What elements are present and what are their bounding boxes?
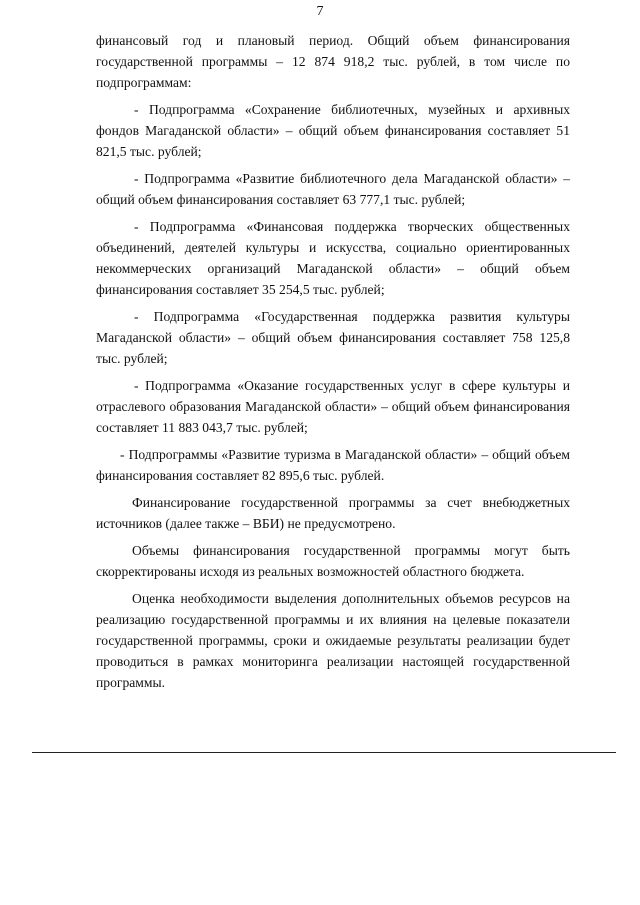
footer-divider [32,752,616,753]
paragraph-adjustment: Объемы финансирования государственной программы могут быть скорректированы исходя из реальных возможностей областного бюджета. [96,543,570,579]
document-body [96,30,570,699]
paragraph-subprogram-heritage: - Подпрограмма «Сохранение библиотечных, музейных и архивных фондов Магаданской области» – общий объем финансирования составляет 51 821,5 тыс. рублей; [96,102,570,159]
paragraph-subprogram-services: - Подпрограмма «Оказание государственных услуг в сфере культуры и отраслевого образования Магаданской области» – общий объем финансирования составляет 11 883 043,7 тыс. рублей; [96,378,570,435]
paragraph-subprogram-tourism: - Подпрограммы «Развитие туризма в Магаданской области» – общий объем финансирования составляет 82 895,6 тыс. рублей. [96,447,570,483]
paragraph-subprogram-libraries: - Подпрограмма «Развитие библиотечного дела Магаданской области» – общий объем финансирования составляет 63 777,1 тыс. рублей; [96,171,570,207]
paragraph-assessment: Оценка необходимости выделения дополнительных объемов ресурсов на реализацию государственной программы и их влияния на целевые показатели государственной программы, сроки и ожидаемые результаты реализации будет проводиться в рамках мониторинга реализации настоящей государственной программы. [96,591,570,690]
paragraph-subprogram-creative-support: - Подпрограмма «Финансовая поддержка творческих общественных объединений, деятелей культуры и искусства, социально ориентированных некоммерческих организаций Магаданской области» – общий объем финансирования составляет 35 254,5 тыс. рублей; [96,219,570,297]
paragraph-subprogram-culture-support: - Подпрограмма «Государственная поддержка развития культуры Магаданской области» – общий объем финансирования составляет 758 125,8 тыс. рублей; [96,309,570,366]
paragraph-extrabudgetary: Финансирование государственной программы за счет внебюджетных источников (далее также – ВБИ) не предусмотрено. [96,495,570,531]
page-number: 7 [316,4,324,19]
paragraph-total-funding: финансовый год и плановый период. Общий объем финансирования государственной программы – 12 874 918,2 тыс. рублей, в том числе по подпрограммам: [96,33,570,90]
